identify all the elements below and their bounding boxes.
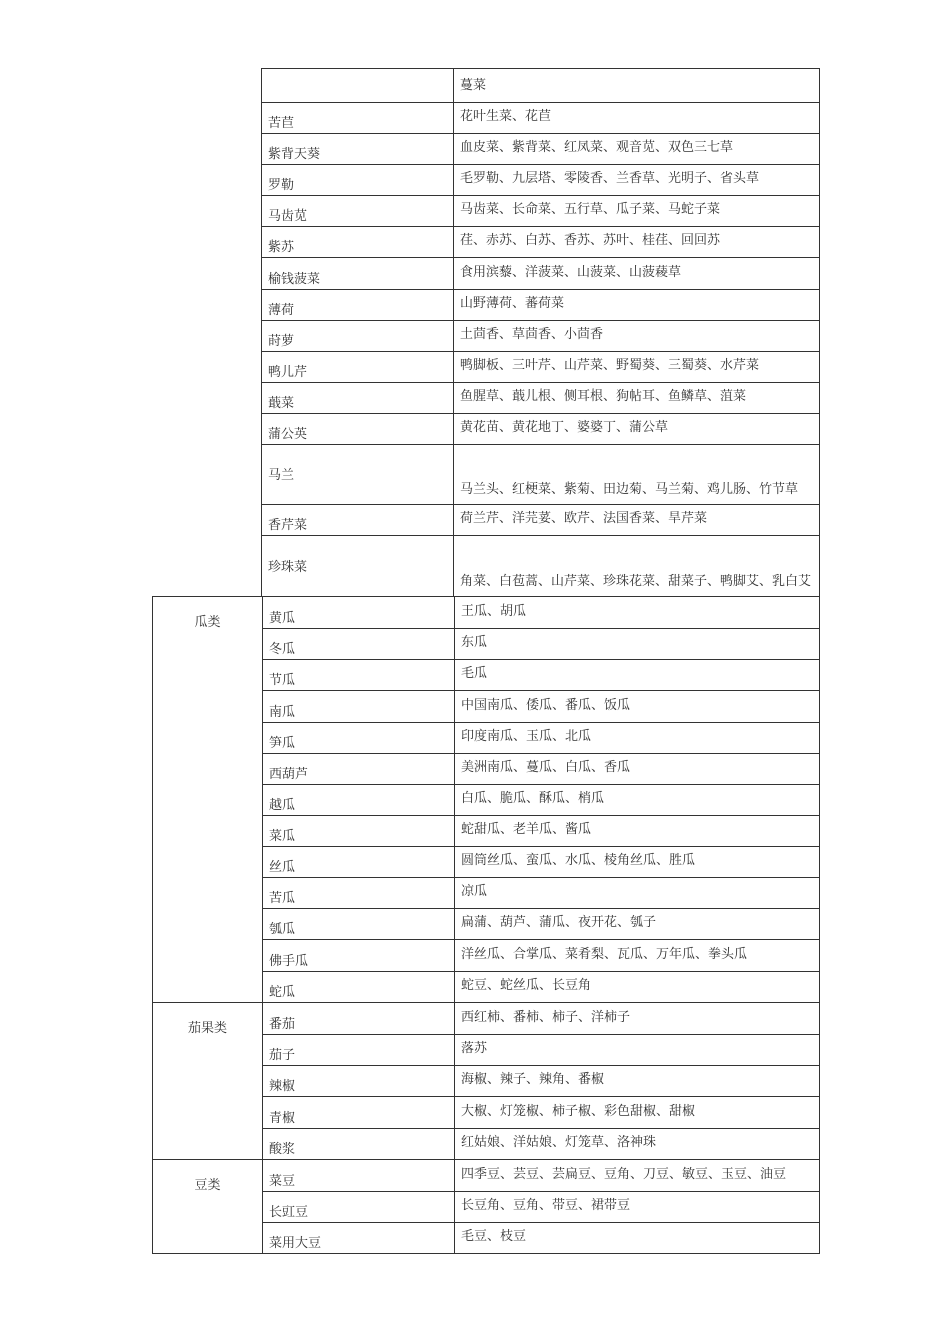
- vegetable-name: 丝瓜: [263, 847, 455, 877]
- vegetable-name: 佛手瓜: [263, 940, 455, 971]
- vegetable-aliases: 毛豆、枝豆: [461, 1229, 527, 1244]
- vegetable-name: 西葫芦: [263, 754, 455, 784]
- table-row: [262, 133, 819, 164]
- vegetable-aliases: 土茴香、草茴香、小茴香: [460, 327, 604, 342]
- vegetable-name: 苦瓜: [263, 878, 455, 908]
- category-label: 瓜类: [194, 615, 221, 630]
- table-row: [263, 597, 819, 628]
- table-row: [263, 690, 819, 722]
- vegetable-aliases: 扁蒲、葫芦、蒲瓜、夜开花、瓠子: [461, 915, 657, 930]
- table-row: [263, 1160, 819, 1191]
- vegetable-name: 莳萝: [262, 321, 454, 351]
- table-row: [263, 815, 819, 846]
- vegetable-aliases: 鱼腥草、蕺儿根、侧耳根、狗帖耳、鱼鳞草、菹菜: [460, 389, 747, 404]
- vegetable-name: 南瓜: [263, 691, 455, 722]
- vegetable-name: 罗勒: [262, 165, 454, 195]
- vegetable-name: 辣椒: [263, 1066, 455, 1096]
- vegetable-name: 紫背天葵: [262, 134, 454, 164]
- table-row: [263, 846, 819, 877]
- vegetable-aliases: 落苏: [461, 1041, 488, 1056]
- vegetable-name: 蒲公英: [262, 414, 454, 444]
- vegetable-name: 蛇瓜: [263, 972, 455, 1002]
- vegetable-name: 黄瓜: [263, 597, 455, 628]
- vegetable-aliases: 王瓜、胡瓜: [461, 604, 527, 619]
- table-row: [263, 722, 819, 753]
- vegetable-aliases: 角菜、白苞蒿、山芹菜、珍珠花菜、甜菜子、鸭脚艾、乳白艾: [460, 574, 812, 589]
- category-rows: [262, 1160, 820, 1253]
- table-row: [262, 351, 819, 382]
- vegetable-name: 香芹菜: [262, 505, 454, 535]
- vegetable-name: 青椒: [263, 1097, 455, 1128]
- vegetable-name: 瓠瓜: [263, 909, 455, 939]
- vegetable-name: 马齿苋: [262, 196, 454, 226]
- table-row: [263, 784, 819, 815]
- vegetable-name: 节瓜: [263, 660, 455, 690]
- vegetable-name: 笋瓜: [263, 723, 455, 753]
- vegetable-aliases: 蛇豆、蛇丝瓜、长豆角: [461, 978, 592, 993]
- table-row: [262, 504, 819, 535]
- table-row: [262, 164, 819, 195]
- vegetable-aliases: 毛瓜: [461, 666, 488, 681]
- table-row: [262, 102, 819, 133]
- vegetable-aliases: 食用滨藜、洋菠菜、山菠菜、山菠薐草: [460, 265, 682, 280]
- vegetable-aliases: 大椒、灯笼椒、柿子椒、彩色甜椒、甜椒: [461, 1104, 696, 1119]
- vegetable-aliases: 荷兰芹、洋芫荽、欧芹、法国香菜、旱芹菜: [460, 511, 708, 526]
- table-row: [262, 444, 819, 504]
- vegetable-name: 紫苏: [262, 227, 454, 257]
- table-row: [263, 1003, 819, 1034]
- vegetable-name: 菜用大豆: [263, 1223, 455, 1253]
- vegetable-aliases: 黄花苗、黄花地丁、婆婆丁、蒲公草: [460, 420, 669, 435]
- vegetable-name: 越瓜: [263, 785, 455, 815]
- vegetable-aliases: 东瓜: [461, 635, 488, 650]
- table-row: [262, 289, 819, 320]
- table-row: [263, 877, 819, 908]
- vegetable-name: 菜豆: [263, 1160, 455, 1191]
- table-row: [263, 908, 819, 939]
- category-rows: [262, 597, 820, 1002]
- vegetable-aliases: 四季豆、芸豆、芸扁豆、豆角、刀豆、敏豆、玉豆、油豆: [461, 1167, 787, 1182]
- vegetable-aliases: 马兰头、红梗菜、紫菊、田边菊、马兰菊、鸡儿肠、竹节草: [460, 482, 799, 497]
- table-row: [263, 1034, 819, 1065]
- category-group: [152, 1003, 820, 1160]
- table-row: [263, 1128, 819, 1159]
- table-row: [263, 628, 819, 659]
- table-row: [263, 1191, 819, 1222]
- vegetable-aliases: 海椒、辣子、辣角、番椒: [461, 1072, 605, 1087]
- vegetable-name: 苦苣: [262, 103, 454, 133]
- vegetable-aliases: 血皮菜、紫背菜、红凤菜、观音苋、双色三七草: [460, 140, 734, 155]
- vegetable-aliases: 毛罗勒、九层塔、零陵香、兰香草、光明子、省头草: [460, 171, 760, 186]
- vegetable-aliases: 鸭脚板、三叶芹、山芹菜、野蜀葵、三蜀葵、水芹菜: [460, 358, 760, 373]
- vegetable-name: 榆钱菠菜: [262, 258, 454, 289]
- vegetable-name: 菜瓜: [263, 816, 455, 846]
- vegetable-aliases: 花叶生菜、花苣: [460, 109, 552, 124]
- vegetable-name: 冬瓜: [263, 629, 455, 659]
- vegetable-aliases: 美洲南瓜、蔓瓜、白瓜、香瓜: [461, 760, 631, 775]
- table-row: [262, 413, 819, 444]
- vegetable-aliases: 印度南瓜、玉瓜、北瓜: [461, 729, 592, 744]
- table-row: [262, 382, 819, 413]
- vegetable-name: 番茄: [263, 1003, 455, 1034]
- table-row: [262, 257, 819, 289]
- table-row: [263, 1096, 819, 1128]
- table-row: [263, 1065, 819, 1096]
- table-row: [263, 971, 819, 1002]
- category-rows: [262, 1003, 820, 1159]
- vegetable-aliases: 圆筒丝瓜、蛮瓜、水瓜、棱角丝瓜、胜瓜: [461, 853, 696, 868]
- vegetable-name: 蕺菜: [262, 383, 454, 413]
- category-label: 豆类: [194, 1178, 221, 1193]
- vegetable-aliases: 凉瓜: [461, 884, 488, 899]
- vegetable-aliases: 蛇甜瓜、老羊瓜、酱瓜: [461, 822, 592, 837]
- vegetable-aliases: 蔓菜: [460, 78, 487, 93]
- category-label: [152, 68, 262, 596]
- vegetable-aliases: 中国南瓜、倭瓜、番瓜、饭瓜: [461, 698, 631, 713]
- category-group: [152, 597, 820, 1003]
- table-row: [263, 1222, 819, 1253]
- vegetable-aliases: 红姑娘、洋姑娘、灯笼草、洛神珠: [461, 1135, 657, 1150]
- vegetable-name: 鸭儿芹: [262, 352, 454, 382]
- vegetable-aliases: 长豆角、豆角、带豆、裙带豆: [461, 1198, 631, 1213]
- vegetable-names-table: [152, 68, 820, 1254]
- vegetable-name: 薄荷: [262, 290, 454, 320]
- vegetable-name: 茄子: [263, 1035, 455, 1065]
- category-group: [152, 1160, 820, 1254]
- vegetable-name: 长豇豆: [263, 1192, 455, 1222]
- table-row: [263, 939, 819, 971]
- vegetable-aliases: 山野薄荷、蕃荷菜: [460, 296, 565, 311]
- table-row: [262, 226, 819, 257]
- category-rows: [262, 68, 820, 596]
- table-row: [263, 659, 819, 690]
- table-row: [262, 195, 819, 226]
- category-label: 茄果类: [187, 1021, 227, 1036]
- vegetable-aliases: 荏、赤苏、白苏、香苏、苏叶、桂荏、回回苏: [460, 233, 721, 248]
- table-row: [263, 753, 819, 784]
- vegetable-aliases: 白瓜、脆瓜、酥瓜、梢瓜: [461, 791, 605, 806]
- table-row: [262, 535, 819, 596]
- category-group: [152, 68, 820, 597]
- vegetable-name: 马兰: [262, 445, 454, 504]
- vegetable-name: 珍珠菜: [262, 536, 454, 596]
- vegetable-name: 酸浆: [263, 1129, 455, 1159]
- vegetable-aliases: 洋丝瓜、合掌瓜、菜肴梨、瓦瓜、万年瓜、拳头瓜: [461, 947, 748, 962]
- vegetable-aliases: 马齿菜、长命菜、五行草、瓜子菜、马蛇子菜: [460, 202, 721, 217]
- vegetable-aliases: 西红柿、番柿、柿子、洋柿子: [461, 1010, 631, 1025]
- table-row: [262, 320, 819, 351]
- vegetable-name: [262, 69, 454, 102]
- table-row: [262, 69, 819, 102]
